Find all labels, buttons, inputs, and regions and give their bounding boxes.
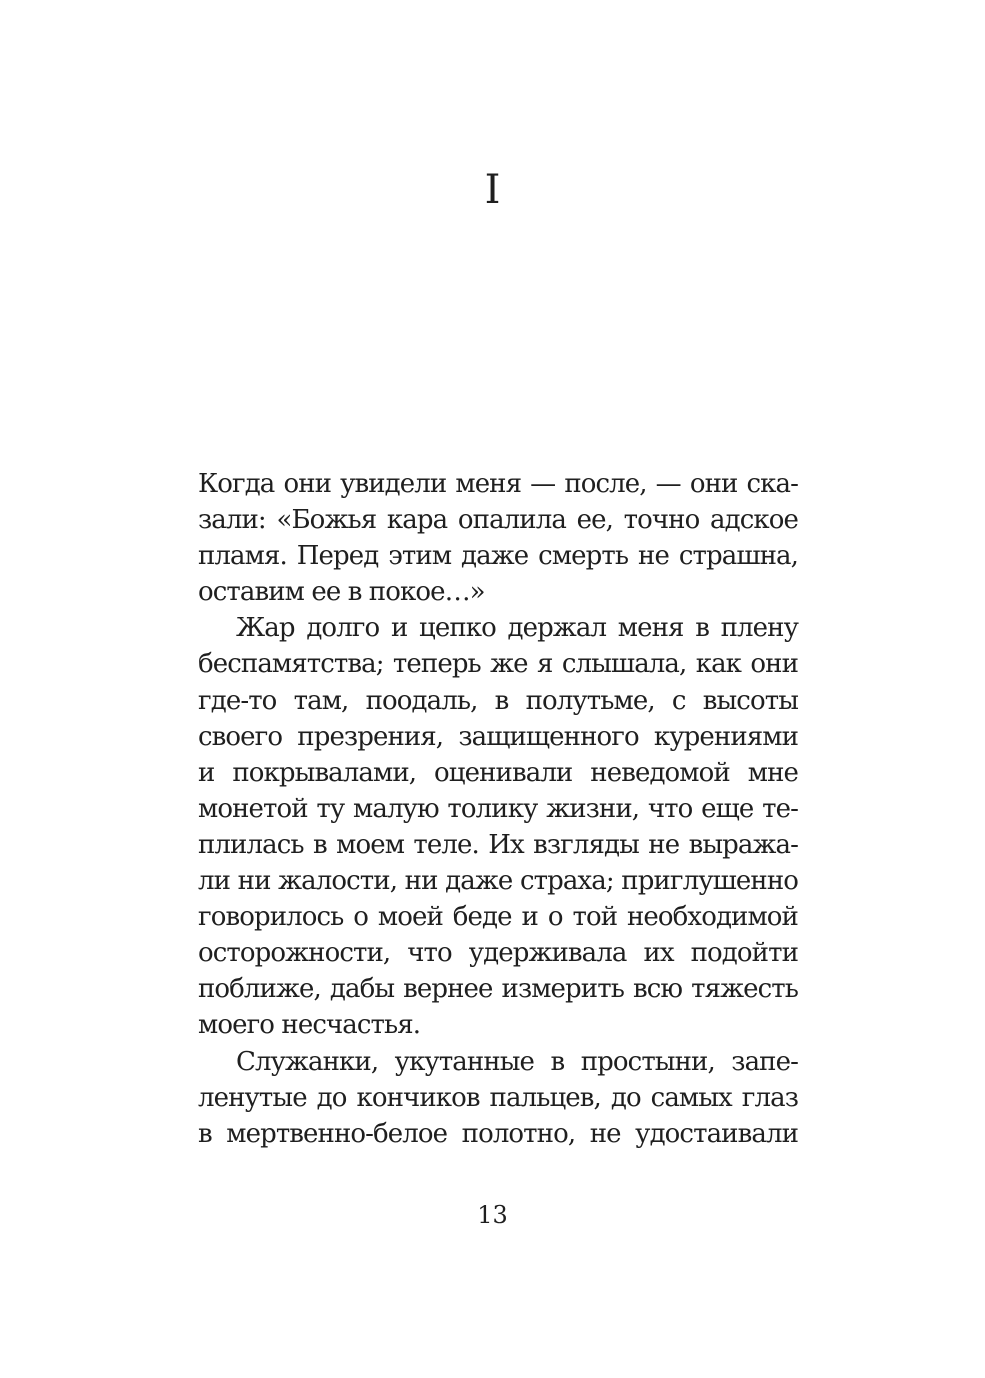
text-line: Когда они увидели меня — после, — они ска-: [198, 469, 798, 499]
text-line: беспамятства; теперь же я слышала, как они: [198, 649, 798, 680]
paragraph: [198, 1044, 798, 1152]
text-line: Служанки, укутанные в простыни, запе-: [236, 1046, 798, 1077]
text-line: своего презрения, защищенного курениями: [198, 721, 798, 752]
text-line: ли ни жалости, ни даже страха; приглушенно: [198, 866, 798, 897]
paragraph: [198, 610, 798, 1043]
text-line: плилась в моем теле. Их взгляды не выража-: [198, 829, 798, 860]
chapter-number: I: [484, 167, 501, 213]
text-line: ленутые до кончиков пальцев, до самых глаз: [198, 1082, 798, 1113]
text-line: монетой ту малую толику жизни, что еще те-: [198, 793, 798, 824]
paragraph: [198, 466, 798, 610]
text-line: и покрывалами, оценивали неведомой мне: [198, 757, 798, 788]
text-line: зали: «Божья кара опалила ее, точно адское: [198, 505, 798, 536]
text-line: Жар долго и цепко держал меня в плену: [236, 613, 798, 644]
text-line: где-то там, поодаль, в полутьме, с высоты: [198, 685, 798, 716]
text-line: осторожности, что удерживала их подойти: [198, 938, 798, 969]
text-line: моего несчастья.: [198, 1010, 421, 1041]
text-line: пламя. Перед этим даже смерть не страшна,: [198, 541, 798, 572]
text-line: в мертвенно-белое полотно, не удостаивали: [198, 1118, 798, 1149]
text-line: говорилось о моей беде и о той необходимой: [198, 902, 798, 933]
page-number: 13: [477, 1201, 508, 1229]
text-line: поближе, дабы вернее измерить всю тяжесть: [198, 974, 798, 1005]
body-text: [198, 466, 798, 1152]
text-line: оставим ее в покое…»: [198, 577, 485, 608]
